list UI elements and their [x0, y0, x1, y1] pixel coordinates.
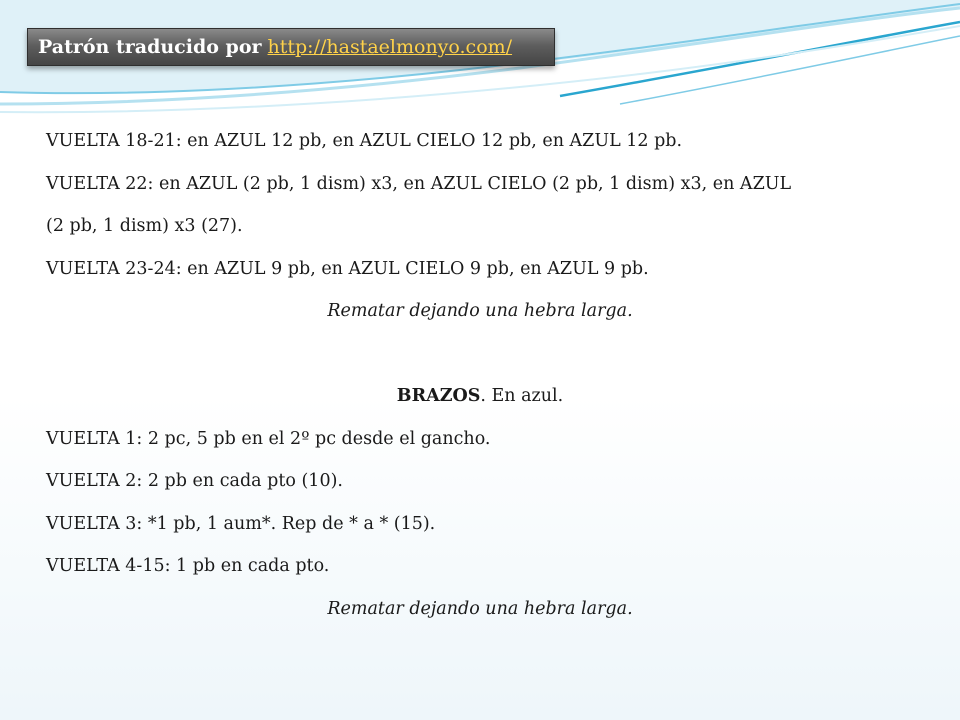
section-heading-arms — [46, 375, 914, 418]
section-title: BRAZOS — [396, 386, 481, 406]
source-link[interactable]: http://hastaelmonyo.com/ — [267, 36, 513, 58]
pattern-instructions — [46, 120, 914, 630]
round-23-24: VUELTA 23-24: en AZUL 9 pb, en AZUL CIELO 9 pb, en AZUL 9 pb. — [46, 258, 649, 279]
arms-round-1: VUELTA 1: 2 pc, 5 pb en el 2º pc desde el gancho. — [46, 428, 491, 449]
spacer — [46, 333, 914, 376]
section-title-suffix: . En azul. — [480, 386, 564, 406]
banner-prefix: Patrón traducido por — [38, 36, 262, 58]
finish-note-arms: Rematar dejando una hebra larga. — [327, 598, 633, 619]
round-22-continued: (2 pb, 1 dism) x3 (27). — [46, 216, 243, 236]
round-22: VUELTA 22: en AZUL (2 pb, 1 dism) x3, en AZUL CIELO (2 pb, 1 dism) x3, en AZUL — [46, 173, 792, 194]
arms-round-3: VUELTA 3: *1 pb, 1 aum*. Rep de * a * (15). — [46, 513, 436, 534]
finish-note-body: Rematar dejando una hebra larga. — [327, 301, 633, 321]
translation-credit-banner — [27, 28, 555, 66]
arms-round-2: VUELTA 2: 2 pb en cada pto (10). — [46, 471, 343, 491]
arms-round-4-15: VUELTA 4-15: 1 pb en cada pto. — [46, 556, 330, 576]
round-18-21: VUELTA 18-21: en AZUL 12 pb, en AZUL CIELO 12 pb, en AZUL 12 pb. — [46, 131, 683, 151]
